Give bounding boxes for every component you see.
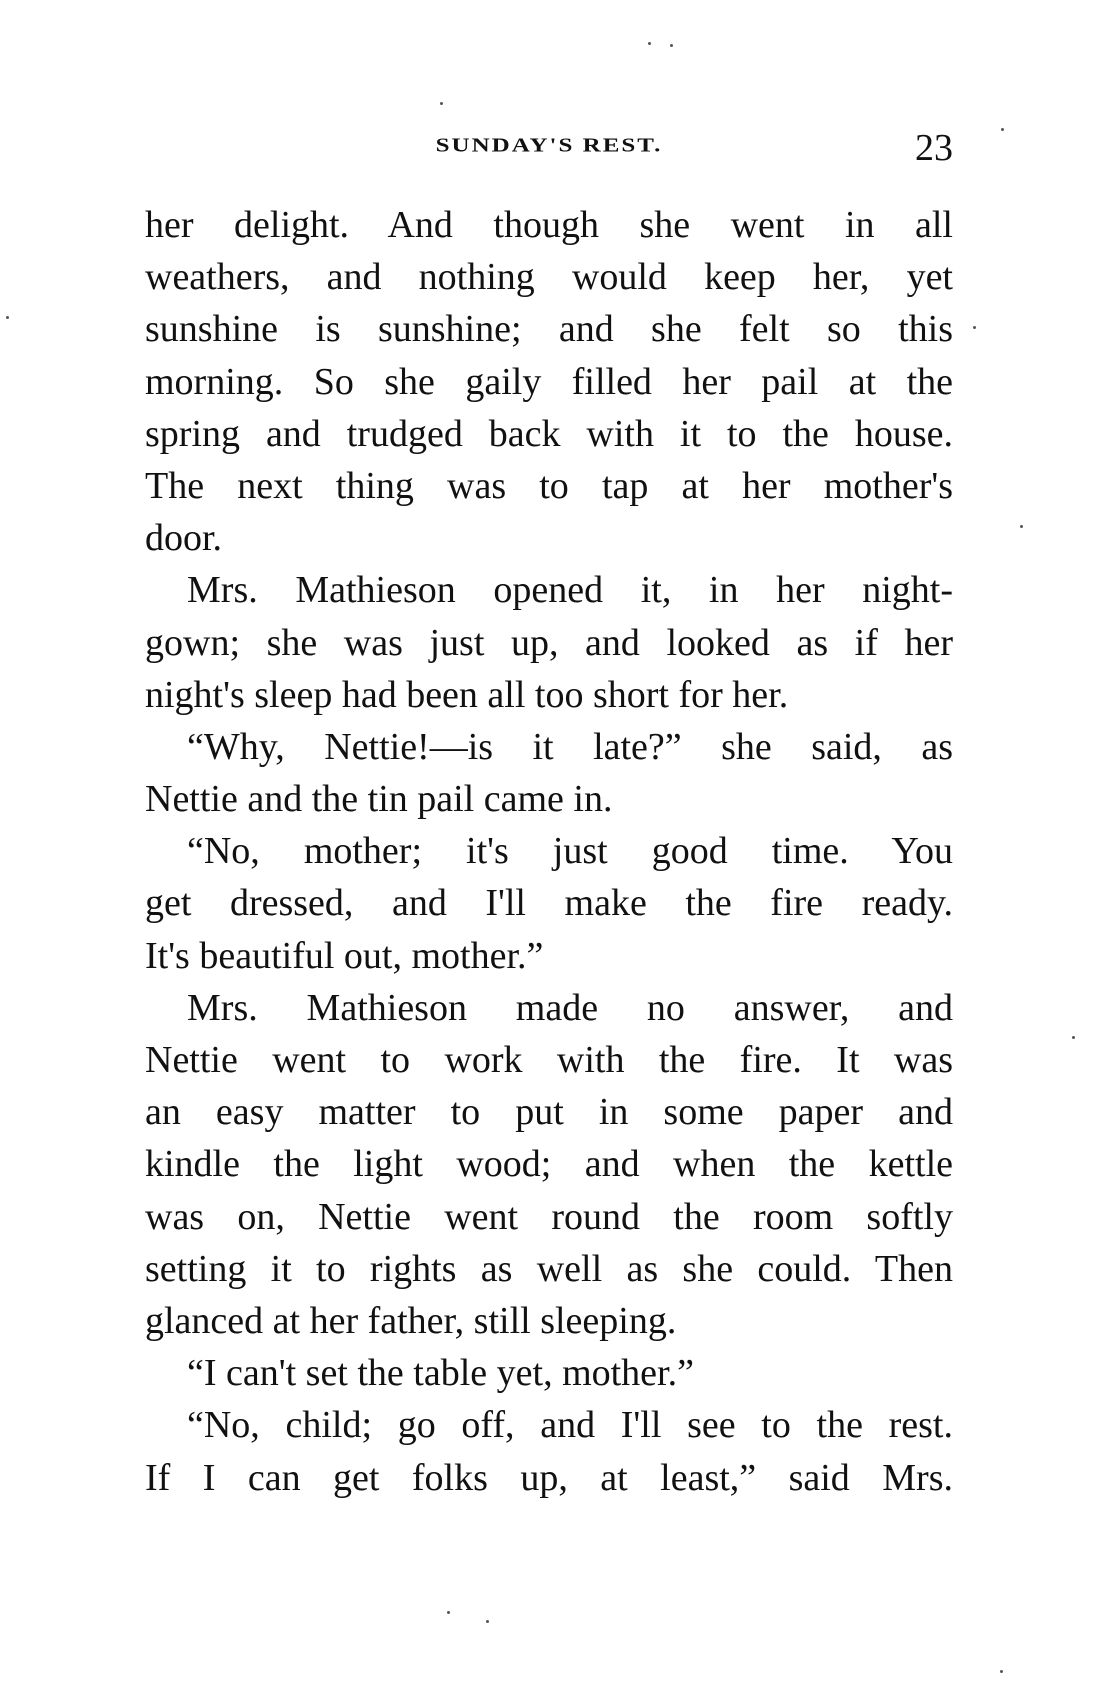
text-line: “No, child; go off, and I'll see to the rest. xyxy=(187,1404,953,1447)
text-line: “No, mother; it's just good time. You xyxy=(187,830,953,873)
text-line: gown; she was just up, and looked as if her xyxy=(145,621,953,664)
body-text xyxy=(145,199,953,1504)
scan-speck xyxy=(1000,1670,1003,1673)
scan-speck xyxy=(648,42,651,45)
text-line: Nettie went to work with the fire. It was xyxy=(145,1039,953,1081)
text-line: morning. So she gaily filled her pail at the xyxy=(145,360,953,403)
text-line: kindle the light wood; and when the kettle xyxy=(145,1143,953,1186)
text-line: It's beautiful out, mother.” xyxy=(145,934,544,977)
text-line: “Why, Nettie!—is it late?” she said, as xyxy=(187,725,953,768)
page-number: 23 xyxy=(915,127,953,169)
scan-speck xyxy=(1001,128,1004,131)
running-head-title xyxy=(145,132,953,160)
text-line: Mrs. Mathieson made no answer, and xyxy=(187,986,953,1029)
scan-speck xyxy=(440,102,443,105)
scan-speck xyxy=(486,1620,489,1623)
text-line: her delight. And though she went in all xyxy=(145,204,953,246)
running-head-title-text: SUNDAY'S REST. xyxy=(435,134,663,157)
text-line: setting it to rights as well as she could. Then xyxy=(145,1247,953,1290)
text-line: Nettie and the tin pail came in. xyxy=(145,778,613,821)
scan-speck xyxy=(973,326,976,329)
text-line: The next thing was to tap at her mother's xyxy=(145,464,953,507)
text-line: “I can't set the table yet, mother.” xyxy=(187,1352,694,1395)
scan-speck xyxy=(1020,525,1023,528)
running-head xyxy=(145,126,953,170)
text-line: glanced at her father, still sleeping. xyxy=(145,1299,677,1342)
text-line: get dressed, and I'll make the fire ready. xyxy=(145,882,953,925)
text-line: If I can get folks up, at least,” said Mrs. xyxy=(145,1456,953,1499)
scan-speck xyxy=(670,44,673,47)
text-line: spring and trudged back with it to the house. xyxy=(145,412,953,455)
scan-speck xyxy=(447,1611,450,1614)
scan-speck xyxy=(6,316,9,319)
text-line: was on, Nettie went round the room softly xyxy=(145,1195,953,1238)
text-line: Mrs. Mathieson opened it, in her night- xyxy=(187,569,953,612)
text-line: an easy matter to put in some paper and xyxy=(145,1091,953,1134)
text-line: night's sleep had been all too short for her. xyxy=(145,673,789,716)
text-line: weathers, and nothing would keep her, yet xyxy=(145,256,953,299)
text-line: sunshine is sunshine; and she felt so this xyxy=(145,308,953,351)
text-line: door. xyxy=(145,517,223,560)
scan-speck xyxy=(1072,1036,1075,1039)
